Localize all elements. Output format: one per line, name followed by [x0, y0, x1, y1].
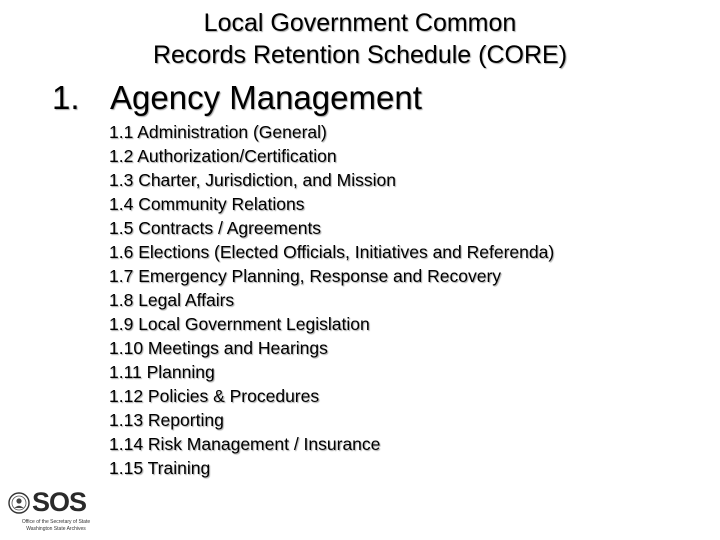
list-item: 1.2 Authorization/Certification	[109, 146, 337, 166]
list-item: 1.3 Charter, Jurisdiction, and Mission	[109, 170, 396, 190]
sos-wordmark: SOS	[32, 487, 87, 517]
sos-logo	[6, 487, 106, 536]
list-item: 1.14 Risk Management / Insurance	[109, 434, 381, 454]
logo-office-text: Office of the Secretary of State	[21, 519, 91, 525]
title-line-2: Records Retention Schedule (CORE)	[152, 41, 568, 69]
list-item: 1.8 Legal Affairs	[109, 290, 235, 310]
list-item: 1.15 Training	[109, 458, 211, 478]
list-item: 1.10 Meetings and Hearings	[109, 338, 328, 358]
list-item: 1.12 Policies & Procedures	[109, 386, 320, 406]
list-item: 1.13 Reporting	[109, 410, 224, 430]
list-item: 1.5 Contracts / Agreements	[109, 218, 322, 238]
category-list	[109, 120, 554, 480]
state-seal-icon	[8, 492, 30, 514]
list-item: 1.6 Elections (Elected Officials, Initiatives and Referenda)	[109, 242, 555, 262]
list-item: 1.4 Community Relations	[109, 194, 305, 214]
slide-title	[0, 7, 720, 71]
list-item: 1.11 Planning	[109, 362, 215, 382]
title-line-1: Local Government Common	[203, 9, 517, 37]
section-heading	[52, 78, 422, 118]
list-item: 1.7 Emergency Planning, Response and Recovery	[109, 266, 502, 286]
section-heading-text: Agency Management	[110, 79, 422, 116]
section-number: 1.	[52, 79, 80, 116]
logo-archives-text: Washington State Archives	[26, 526, 86, 532]
list-item: 1.9 Local Government Legislation	[109, 314, 370, 334]
list-item: 1.1 Administration (General)	[109, 122, 327, 142]
